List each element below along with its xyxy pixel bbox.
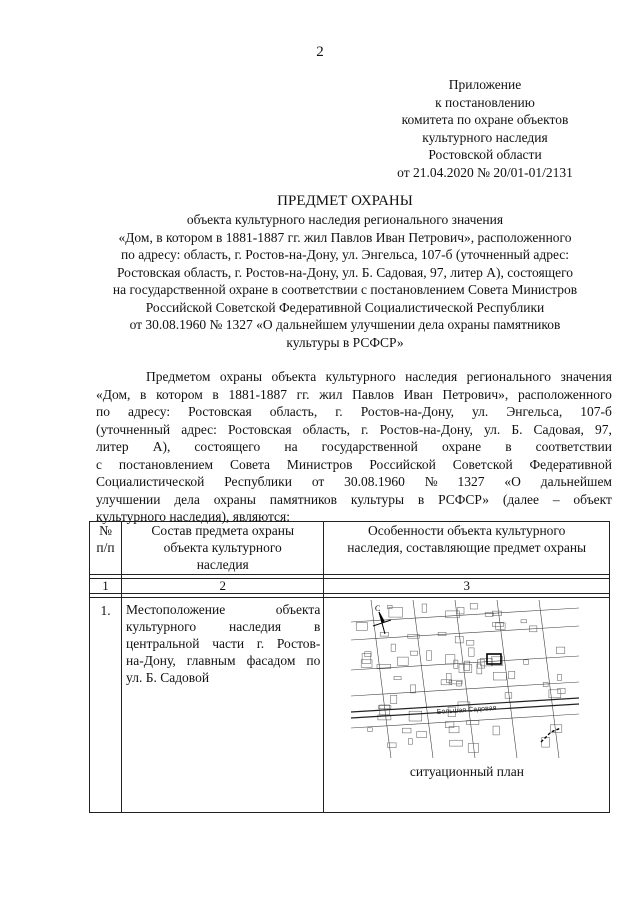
title-block	[80, 192, 610, 351]
header-number: № п/п	[90, 522, 122, 575]
document-title: ПРЕДМЕТ ОХРАНЫ	[277, 193, 413, 209]
map-caption: ситуационный план	[409, 764, 524, 779]
svg-text:С: С	[375, 604, 381, 613]
appendix-line: комитета по охране объектов	[401, 112, 569, 127]
row-number: 1.	[90, 598, 122, 813]
header-features: Особенности объекта культурного наследия, составляющие предмет охраны	[324, 522, 610, 575]
title-line: культуры в РСФСР»	[286, 334, 404, 350]
title-line: от 30.08.1960 № 1327 «О дальнейшем улучшении дела охраны памятников	[129, 317, 561, 332]
table-numbering-row	[90, 579, 610, 594]
appendix-line: от 21.04.2020 № 20/01-01/2131	[397, 164, 573, 180]
appendix-line: к постановлению	[435, 94, 535, 110]
appendix-line: культурного наследия	[422, 129, 548, 145]
paragraph-line: Социалистической Республики от 30.08.1960 № 1327 «О дальнейшем	[96, 474, 612, 489]
title-line: по адресу: область, г. Ростов-на-Дону, ул. Энгельса, 107-б (уточненный адрес:	[120, 247, 570, 262]
page-number: 2	[316, 44, 324, 60]
title-line: объекта культурного наследия регионального значения	[186, 212, 504, 227]
title-line: Российской Советской Федеративной Социалистической Республики	[145, 299, 545, 315]
column-number: 2	[122, 579, 324, 594]
column-number: 1	[90, 579, 122, 594]
table-row	[90, 598, 610, 813]
table-header-row	[90, 522, 610, 575]
row-description: Местоположение объекта культурного наследия в центральной части г. Ростов- на-Дону, главным фасадом по ул. Б. Садовой	[122, 598, 324, 813]
paragraph-line: «Дом, в котором в 1881-1887 гг. жил Павлов Иван Петрович», расположенного	[96, 386, 612, 402]
paragraph-line: (уточненный адрес: Ростовская область, г. Ростов-на-Дону, ул. Б. Садовая, 97,	[96, 421, 612, 437]
appendix-line: Приложение	[448, 77, 522, 92]
title-line: на государственной охране в соответствии с постановлением Совета Министров	[112, 282, 578, 297]
paragraph-line: литер А), состоящего на государственной охране в соответствии	[96, 439, 612, 454]
paragraph-line: Предметом охраны объекта культурного наследия регионального значения	[146, 369, 612, 384]
paragraph-line: по адресу: Ростовская область, г. Ростов-на-Дону, ул. Энгельса, 107-б	[96, 404, 612, 419]
title-line: Ростовская область, г. Ростов-на-Дону, ул. Б. Садовая, 97, литер А), состоящего	[116, 264, 574, 280]
body-paragraph	[96, 368, 612, 526]
paragraph-line: с постановлением Совета Министров Российской Советской Федеративной	[96, 456, 612, 472]
appendix-block	[375, 76, 595, 181]
situational-plan-map	[351, 600, 579, 758]
paragraph-line: улучшении дела охраны памятников культуры в РСФСР» (далее – объект	[96, 491, 612, 507]
map-street-label: Большая Садовая	[437, 704, 498, 716]
appendix-line: Ростовской области	[428, 147, 542, 162]
column-number: 3	[324, 579, 610, 594]
protection-subject-table	[89, 521, 610, 813]
header-composition: Состав предмета охраны объекта культурного наследия	[122, 522, 324, 575]
paragraph-line: культурного наследия), являются:	[96, 509, 291, 524]
title-line: «Дом, в котором в 1881-1887 гг. жил Павлов Иван Петрович», расположенного	[118, 229, 572, 245]
row-features	[324, 598, 610, 813]
